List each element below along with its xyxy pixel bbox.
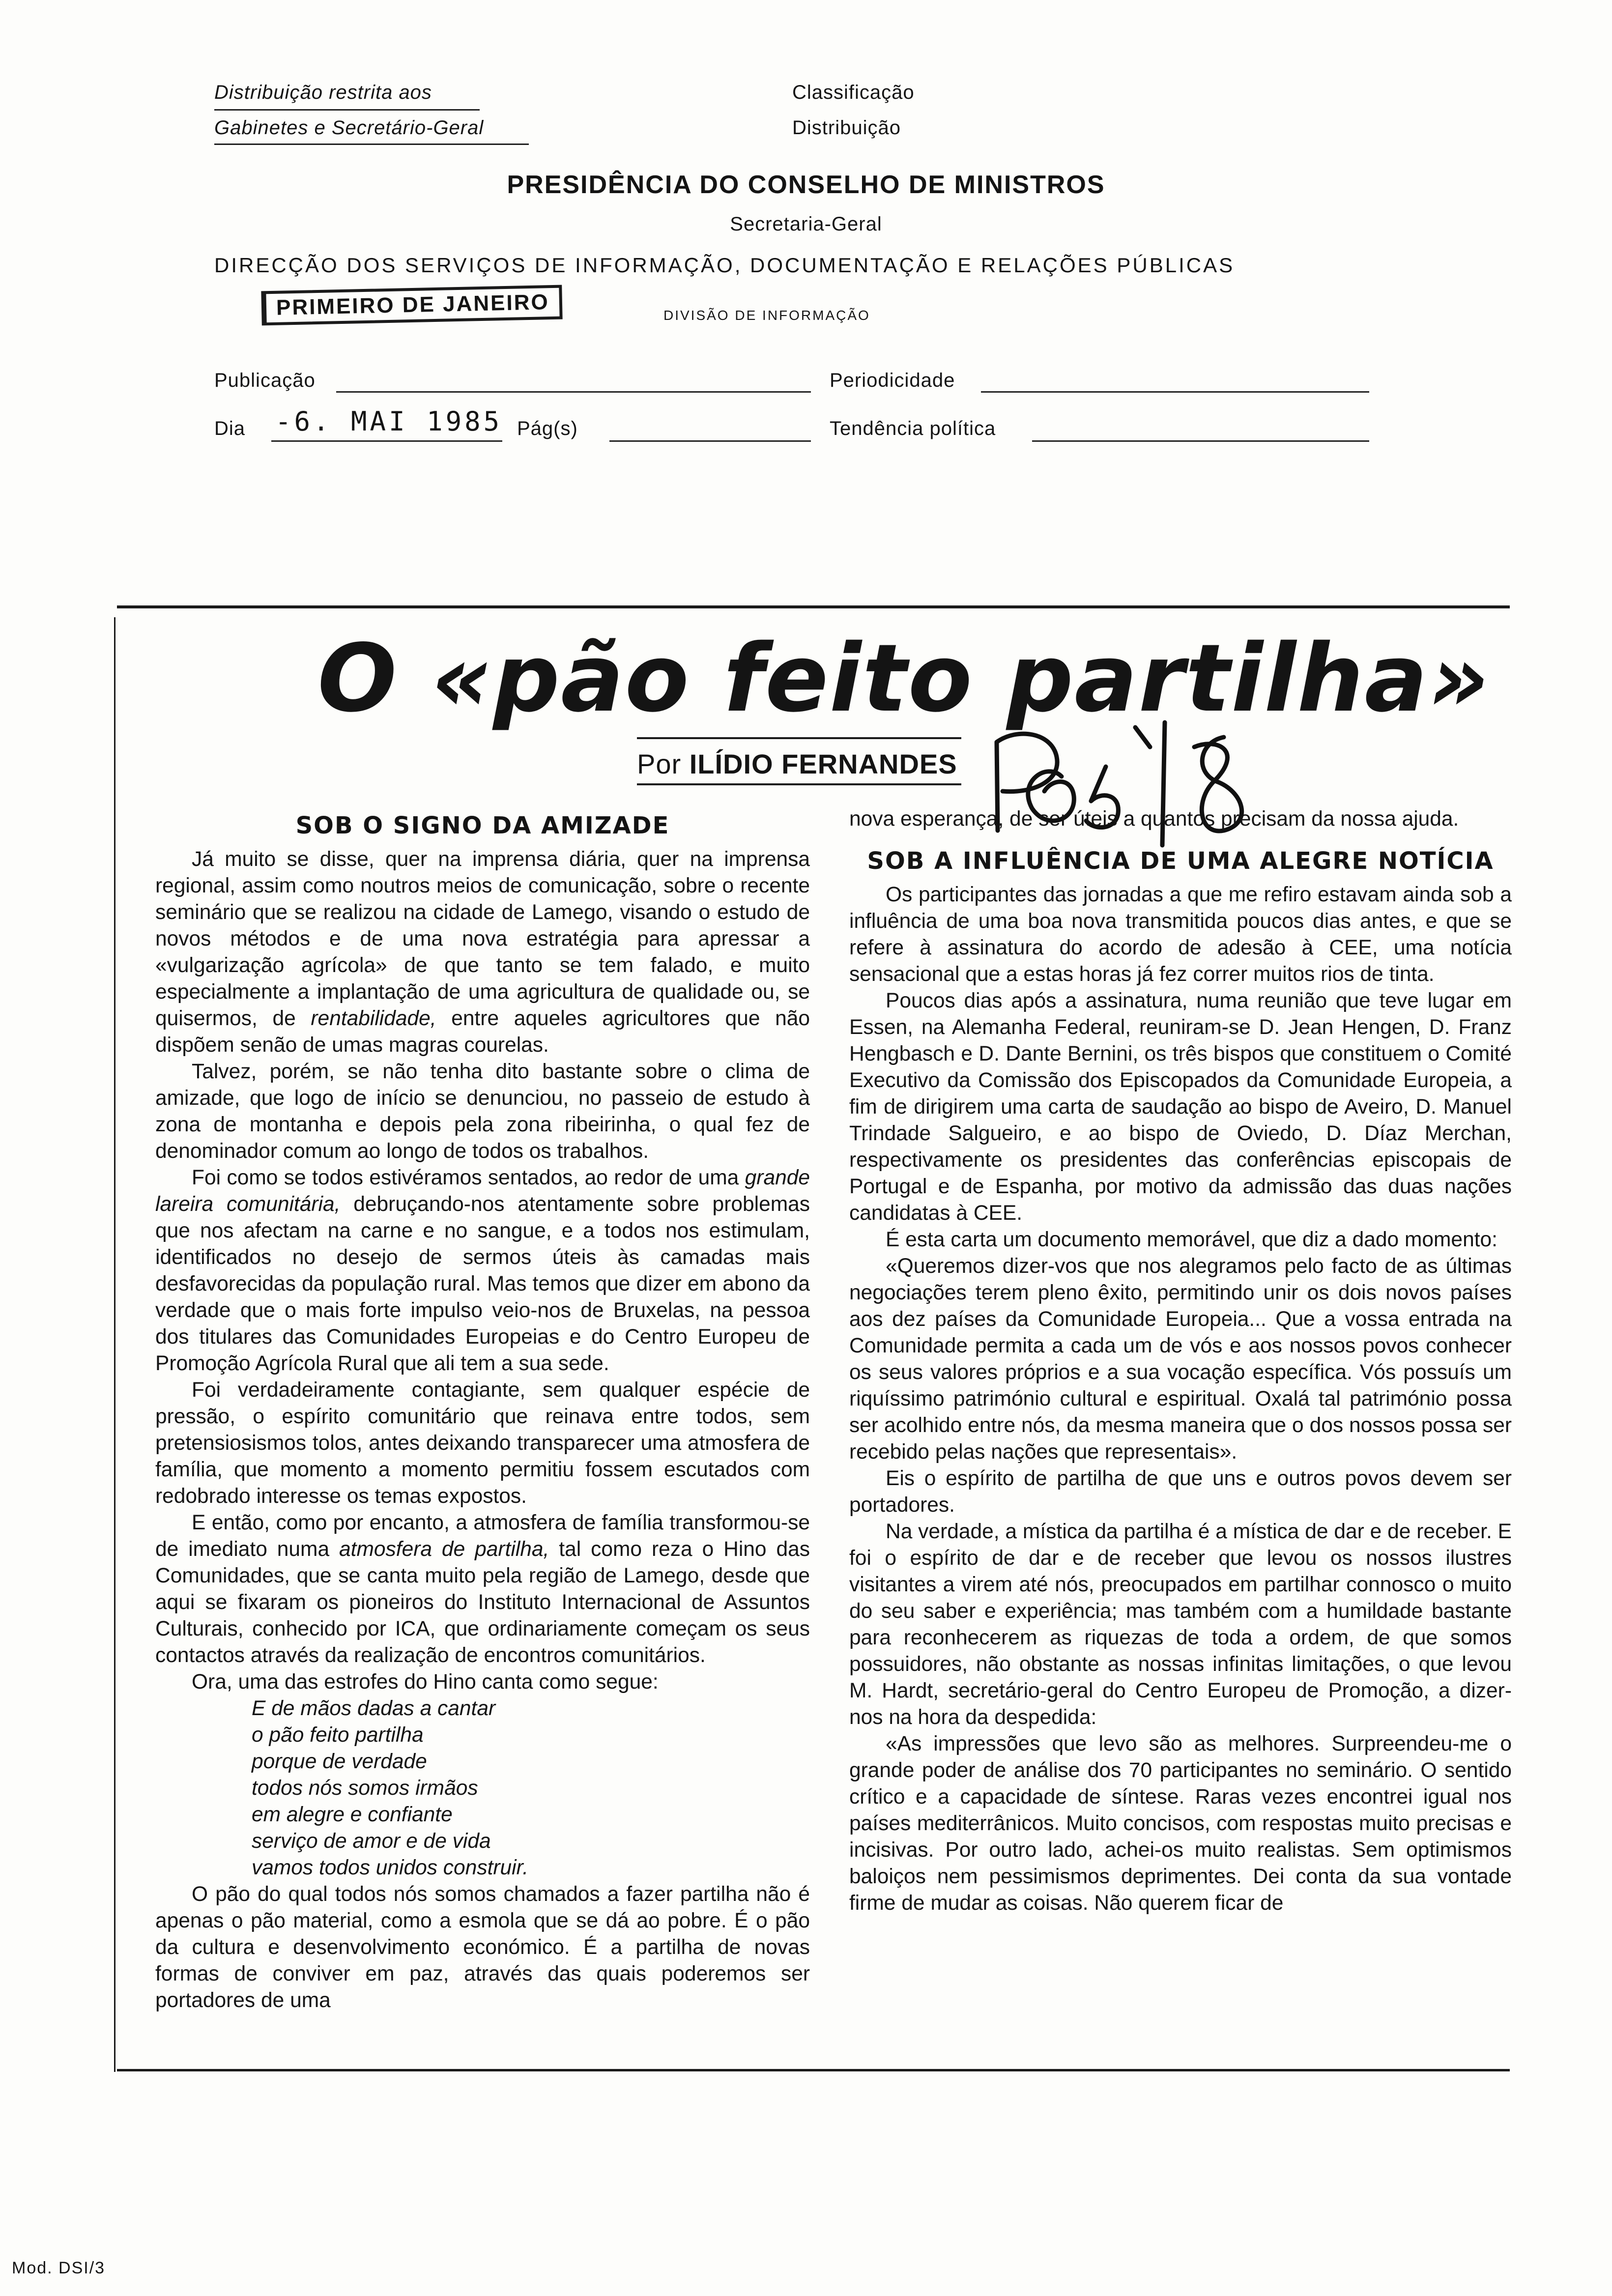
hymn-line: em alegre e confiante — [252, 1803, 453, 1826]
byline — [637, 748, 957, 780]
right-paragraph-7: «As impressões que levo são as melhores. Surpreendeu-me o grande poder de análise dos 70 participantes no seminário. O sentido crítico e a capacidade de síntese. Raras vezes encontrei igual nos países mediterrânicos. Muito concisos, com respostas muito precisas e incisivas. Por outro lado, achei-os muito realistas. Sem optimismos baloiços nem pessimismos deprimentes. Dei conta da sua vontade firme de mudar as coisas. Não querem ficar de — [849, 1732, 1512, 1915]
publication-label: Publicação — [214, 370, 316, 391]
publication-line — [336, 391, 811, 393]
distribution-restricted: Distribuição restrita aos — [214, 82, 432, 103]
left-paragraph-3: Foi como se todos estivéramos sentados, ao redor de uma grande lareira comunitária, debruçando-nos atentamente sobre problemas que nos afectam na carne e no sangue, e a todos nos estimulam, identificados no desejo de sermos úteis às camadas mais desfavorecidas da população rural. Mas temos que dizer em abono da verdade que o mais forte impulso veio-nos de Bruxelas, na pessoa dos titulares das Comunidades Europeias e do Centro Europeu de Promoção Agrícola Rural que ali tem a sua sede. — [155, 1166, 810, 1375]
day-line — [271, 440, 502, 442]
right-paragraph-4: «Queremos dizer-vos que nos alegramos pelo facto de as últimas negociações terem pleno êxito, permitindo unir os dois novos países aos dez países da Comunidade Europeia... Que a vossa entrada na Comunidade permita a cada um de vós e aos nossos povos conhecer os seus valores próprios e a sua vocação específica. Vós possuís um riquíssimo património cultural e espiritual. Oxalá tal património possa ser acolhido entre nós, da mesma maneira que o dos nossos possa ser recebido pelas nações que representais». — [849, 1255, 1512, 1464]
hymn-line: serviço de amor e de vida — [252, 1830, 491, 1853]
hymn-line: vamos todos unidos construir. — [252, 1856, 529, 1879]
byline-rule-bottom — [637, 783, 961, 785]
article-left-rule — [114, 617, 115, 2072]
form-model-label: Mod. DSI/3 — [12, 2259, 106, 2277]
left-paragraph-6: Ora, uma das estrofes do Hino canta como segue: — [192, 1670, 659, 1693]
byline-author: ILÍDIO FERNANDES — [689, 748, 957, 779]
left-paragraph-7: O pão do qual todos nós somos chamados a fazer partilha não é apenas o pão material, como a esmola que se dá ao pobre. É o pão da cultura e desenvolvimento económico. É a partilha de novas formas de conviver em paz, através das quais poderemos ser portadores de uma — [155, 1883, 810, 2012]
newspaper-stamp: PRIMEIRO DE JANEIRO — [261, 285, 562, 326]
left-paragraph-4: Foi verdadeiramente contagiante, sem qualquer espécie de pressão, o espírito comunitário que reinava entre todos, sem pretensiosismos tolos, antes deixando transparecer uma atmosfera de família, que momento a momento permitiu fossem escutados com redobrado interesse os temas expostos. — [155, 1378, 810, 1508]
headline: O «pão feito partilha» — [317, 624, 1491, 733]
division-label: DIVISÃO DE INFORMAÇÃO — [663, 308, 870, 323]
secretariat: Secretaria-Geral — [730, 213, 882, 235]
directorate: DIRECÇÃO DOS SERVIÇOS DE INFORMAÇÃO, DOCUMENTAÇÃO E RELAÇÕES PÚBLICAS — [214, 254, 1235, 277]
right-paragraph-6: Na verdade, a mística da partilha é a mística de dar e de receber. E foi o espírito de dar e de receber que levou os nossos ilustres visitantes a virem até nós, preocupados em partilhar connosco o muito do seu saber e experiência; mas também com a humildade bastante para reconhecerem as riquezas de toda a ordem, de que somos possuidores, não obstante as nossas infinitas limitações, o que levou M. Hardt, secretário-geral do Centro Europeu de Promoção, a dizer-nos na hora da despedida: — [849, 1520, 1512, 1729]
hymn-line: E de mãos dadas a cantar — [252, 1697, 496, 1720]
right-paragraph-5: Eis o espírito de partilha de que uns e outros povos devem ser portadores. — [849, 1467, 1512, 1517]
right-paragraph-2: Poucos dias após a assinatura, numa reunião que teve lugar em Essen, na Alemanha Federal, reuniram-se D. Jean Hengen, D. Franz Hengbasch e D. Dante Bernini, os três bispos que constituem o Comité Executivo da Comissão dos Episcopados da Comunidade Europeia, a fim de dirigirem uma carta de saudação ao bispo de Aveiro, D. Manuel Trindade Salgueiro, e ao bispo de Oviedo, D. Díaz Merchan, respectivamente os presidentes das conferências episcopais de Portugal e de Espanha, por motivo da admissão das duas nações candidatas à CEE. — [849, 989, 1512, 1225]
byline-prefix: Por — [637, 748, 682, 779]
left-paragraph-5: E então, como por encanto, a atmosfera de família transformou-se de imediato numa atmosfera de partilha, tal como reza o Hino das Comunidades, que se canta muito pela região de Lamego, desde que aqui se fixaram os pioneiros do Instituto Internacional de Assuntos Culturais, conhecido por ICA, que ordinariamente começam os seus contactos através da realização de encontros comunitários. — [155, 1511, 810, 1667]
day-value: -6. MAI 1985 — [275, 406, 503, 437]
distribution-underline-2 — [214, 144, 529, 145]
byline-rule-top — [637, 737, 961, 739]
hymn-line: todos nós somos irmãos — [252, 1777, 478, 1800]
political-tendency-line — [1032, 440, 1369, 442]
right-paragraph-3: É esta carta um documento memorável, que diz a dado momento: — [886, 1228, 1497, 1251]
hymn-stanza — [252, 1695, 810, 1881]
article-left-column — [155, 806, 810, 2014]
political-tendency-label: Tendência política — [830, 418, 996, 439]
distribution-recipients: Gabinetes e Secretário-Geral — [214, 117, 484, 139]
classification-label: Classificação — [792, 82, 915, 103]
left-paragraph-2: Talvez, porém, se não tenha dito bastante sobre o clima de amizade, que logo de início se denunciou, no passeio de estudo à zona de montanha e depois pela zona ribeirinha, o qual fez de denominador comum ao longo de todos os trabalhos. — [155, 1060, 810, 1163]
pages-line — [609, 440, 811, 442]
pages-label: Pág(s) — [517, 418, 578, 439]
article-right-column — [849, 806, 1512, 1917]
left-paragraph-1: Já muito se disse, quer na imprensa diária, quer na imprensa regional, assim como noutros meios de comunicação, sobre o recente seminário que se realizou na cidade de Lamego, visando o estudo de novos métodos e de uma nova estratégia para apressar a «vulgarização agrícola» de que tanto se tem falado, e muito especialmente a implantação de uma agricultura de qualidade ou, se quisermos, de rentabilidade, entre aqueles agricultores que não dispõem senão de umas magras courelas. — [155, 848, 810, 1057]
distribution-label: Distribuição — [792, 117, 901, 139]
presidency-title: PRESIDÊNCIA DO CONSELHO DE MINISTROS — [507, 171, 1105, 199]
article-bottom-rule — [117, 2069, 1510, 2071]
left-section-heading: SOB O SIGNO DA AMIZADE — [295, 812, 670, 839]
right-section-heading: SOB A INFLUÊNCIA DE UMA ALEGRE NOTÍCIA — [867, 847, 1494, 875]
periodicity-label: Periodicidade — [830, 370, 955, 391]
right-paragraph-0: nova esperança, de ser úteis a quantos precisam da nossa ajuda. — [849, 807, 1459, 831]
day-label: Dia — [214, 418, 246, 439]
periodicity-line — [981, 391, 1369, 393]
hymn-line: o pão feito partilha — [252, 1723, 424, 1747]
distribution-underline-1 — [214, 109, 480, 111]
right-paragraph-1: Os participantes das jornadas a que me refiro estavam ainda sob a influência de uma boa nova transmitida poucos dias antes, e que se refere à assinatura do acordo de adesão à CEE, uma notícia sensacional que a estas horas já fez correr muitos rios de tinta. — [849, 883, 1512, 986]
hymn-line: porque de verdade — [252, 1750, 427, 1773]
article-top-rule — [117, 605, 1510, 608]
